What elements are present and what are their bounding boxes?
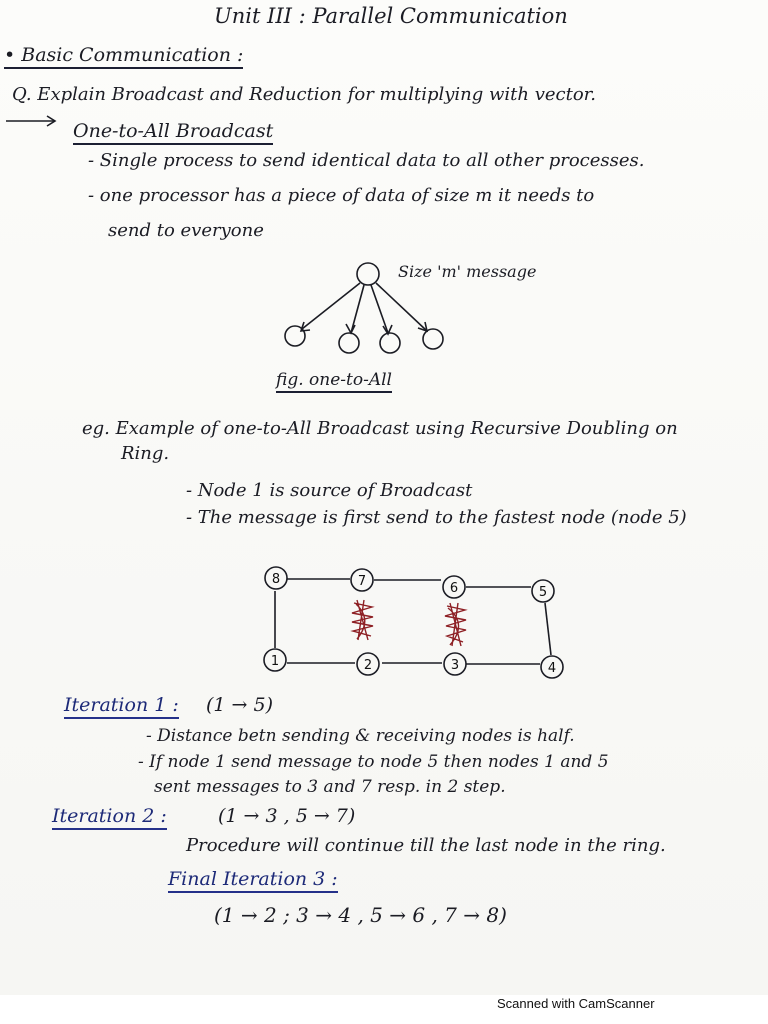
example-line-1: eg. Example of one-to-All Broadcast using Recursive Doubling on — [82, 418, 678, 439]
fig1-size-label: Size 'm' message — [398, 262, 537, 281]
iteration-1-heading: Iteration 1 : — [64, 694, 179, 719]
final-iteration-heading: Final Iteration 3 : — [168, 868, 338, 893]
bullet-2-line-2: send to everyone — [108, 220, 264, 241]
iteration-1-value: (1 → 5) — [206, 694, 274, 716]
example-line-2: Ring. — [121, 443, 170, 464]
fig1-caption: fig. one-to-All — [276, 370, 392, 393]
ring-node-6-label: 6 — [449, 581, 459, 596]
ring-node-8-label: 8 — [271, 572, 281, 587]
final-iteration-value: (1 → 2 ; 3 → 4 , 5 → 6 , 7 → 8) — [214, 903, 507, 927]
subheading: One-to-All Broadcast — [73, 120, 273, 145]
iteration-1-line-2: - If node 1 send message to node 5 then nodes 1 and 5 — [138, 752, 609, 772]
iteration-1-line-1: - Distance betn sending & receiving nodes is half. — [146, 726, 575, 746]
ring-node-7-label: 7 — [357, 574, 367, 589]
ring-node-2-label: 2 — [363, 658, 373, 673]
iteration-1-line-3: sent messages to 3 and 7 resp. in 2 step. — [154, 777, 506, 797]
question-text: Q. Explain Broadcast and Reduction for multiplying with vector. — [12, 84, 597, 105]
iteration-2-heading: Iteration 2 : — [52, 805, 167, 830]
ring-node-1-label: 1 — [270, 654, 280, 669]
crossed-out-links — [352, 600, 466, 646]
note-1: - Node 1 is source of Broadcast — [186, 480, 473, 501]
iteration-2-line-1: Procedure will continue till the last node in the ring. — [186, 835, 666, 856]
bullet-2-line-1: - one processor has a piece of data of size m it needs to — [88, 185, 595, 206]
iteration-2-value: (1 → 3 , 5 → 7) — [218, 805, 356, 827]
ring-node-4-label: 4 — [547, 661, 557, 676]
ring-node-5-label: 5 — [538, 585, 548, 600]
section-heading: • Basic Communication : — [4, 44, 243, 69]
page-title: Unit III : Parallel Communication — [214, 4, 568, 28]
bullet-1: - Single process to send identical data to all other processes. — [88, 150, 645, 171]
ring-node-3-label: 3 — [450, 658, 460, 673]
note-2: - The message is first send to the fastest node (node 5) — [186, 507, 687, 528]
camscanner-footer: Scanned with CamScanner — [497, 996, 655, 1011]
